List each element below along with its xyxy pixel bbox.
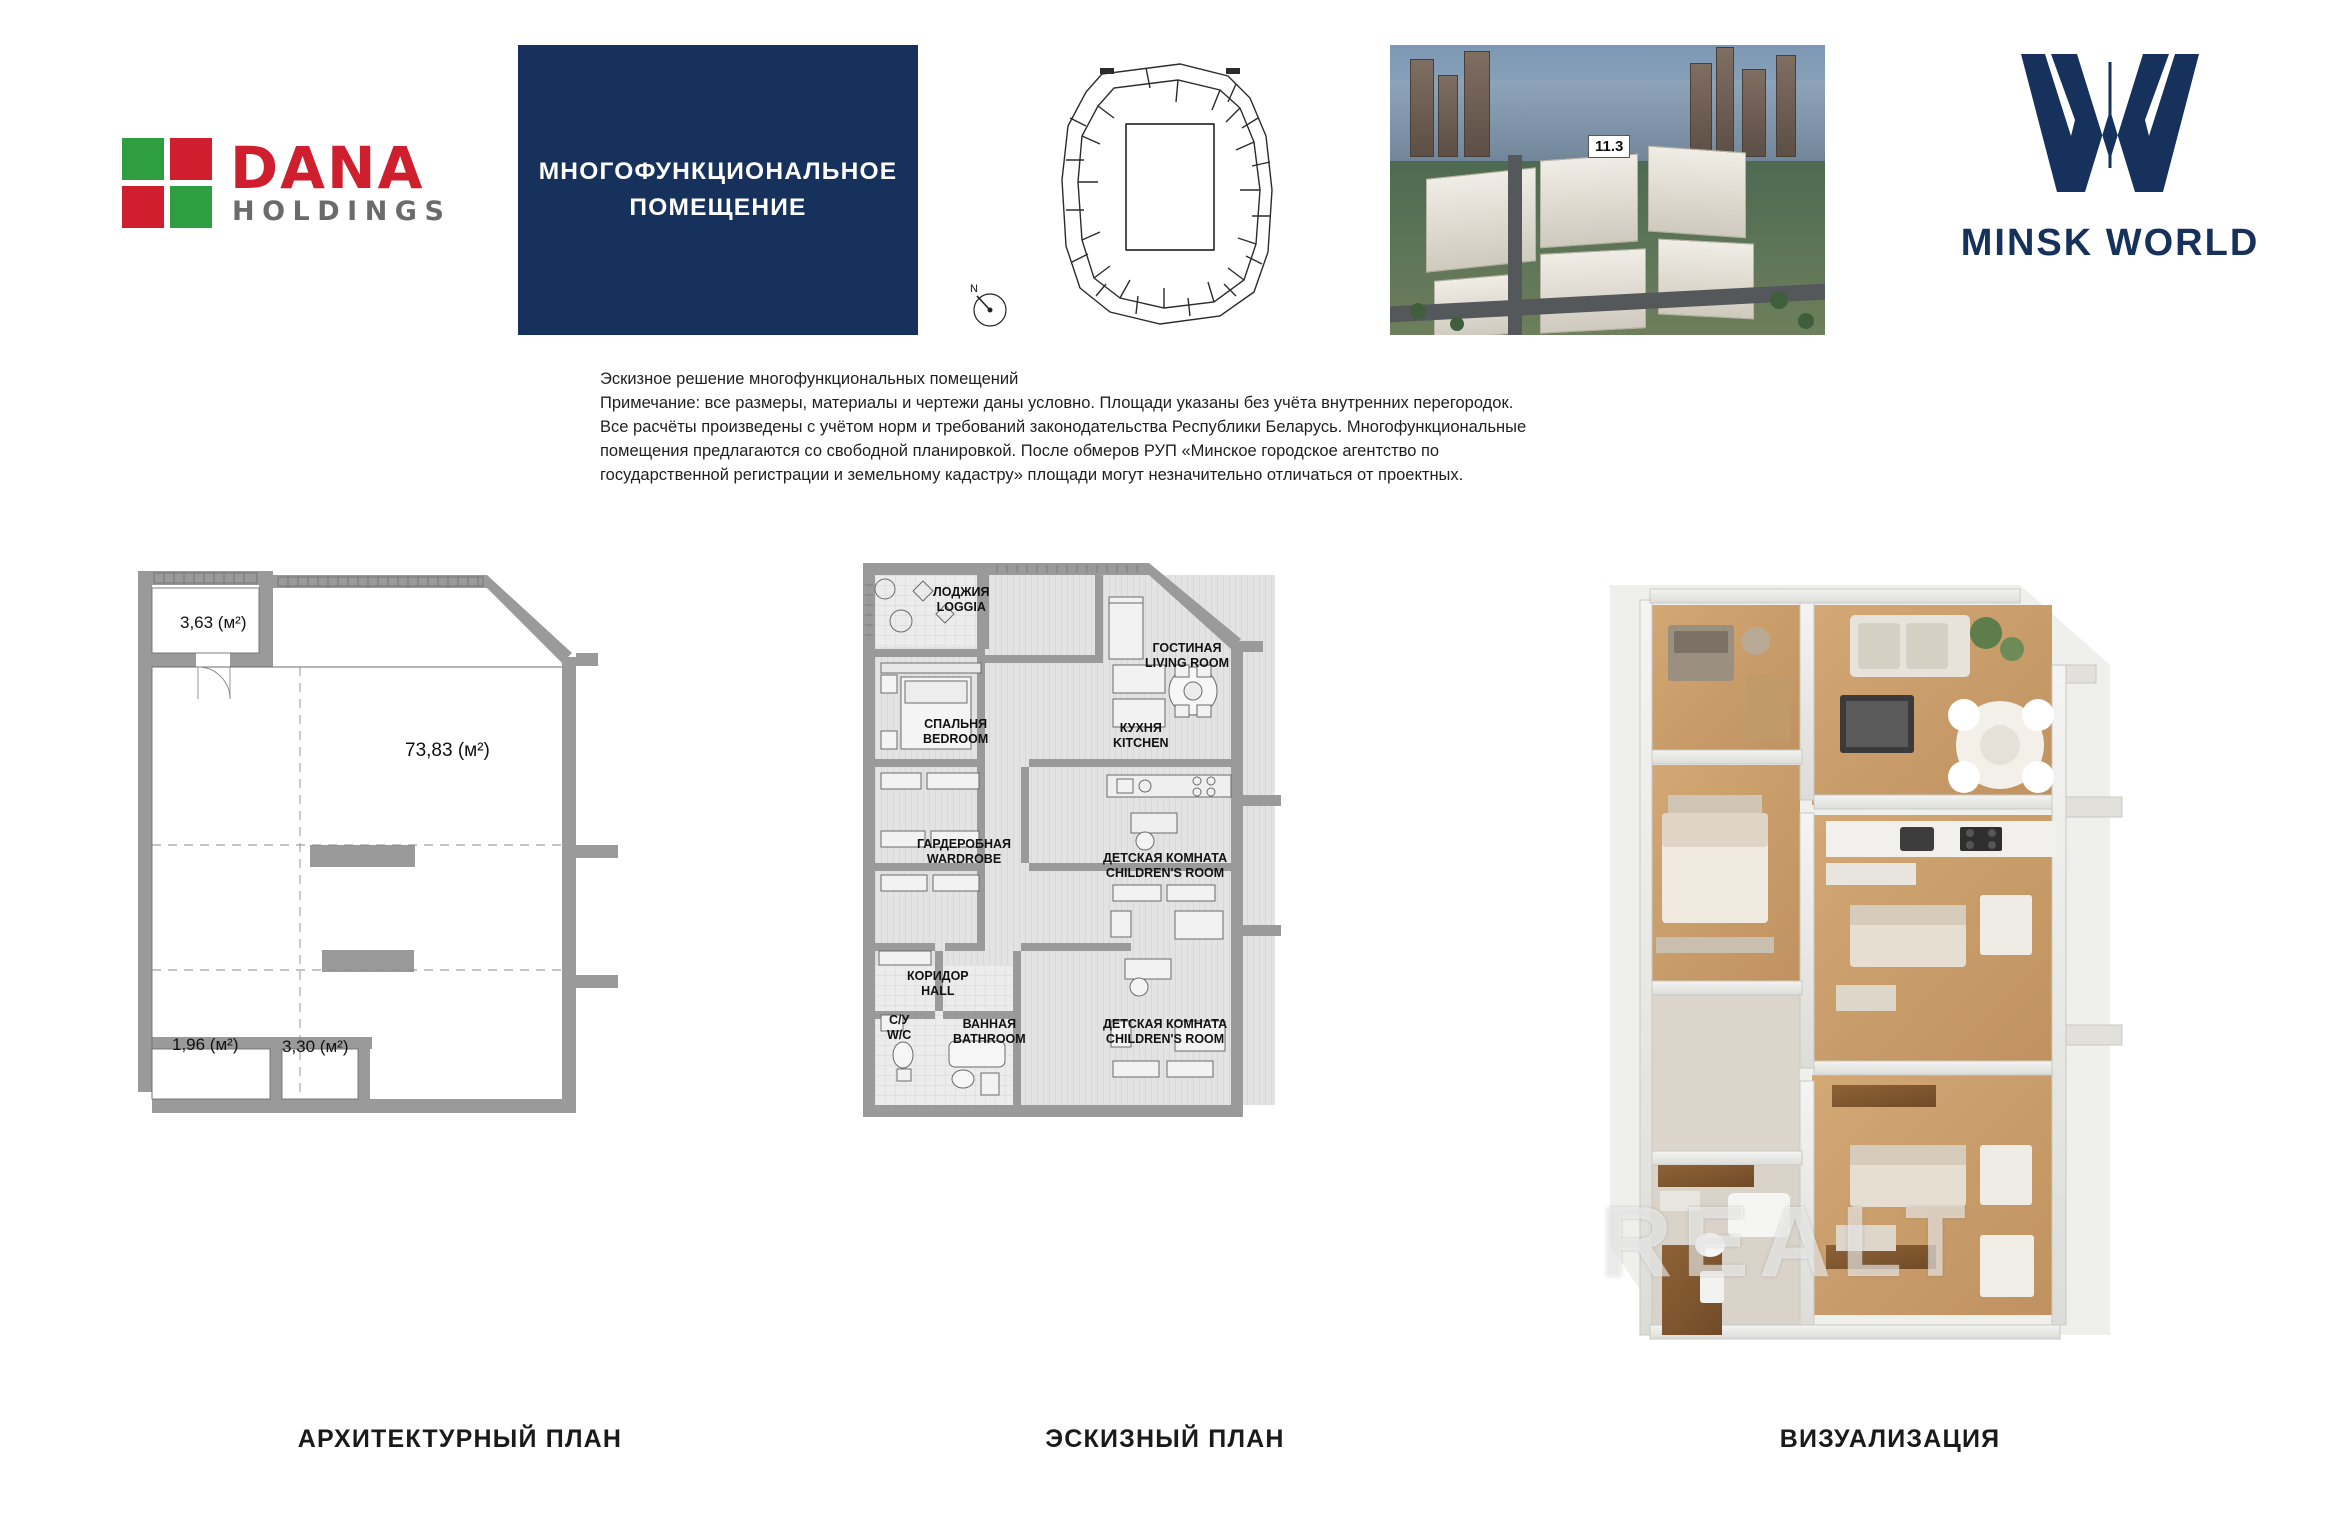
room-label-ru: КОРИДОР <box>907 969 969 983</box>
panel-caption-sketch: ЭСКИЗНЫЙ ПЛАН <box>1045 1425 1285 1453</box>
room-label-en: BATHROOM <box>953 1031 1026 1046</box>
watermark-realt: REALT <box>1600 1186 1976 1298</box>
room-label-en: HALL <box>921 983 955 998</box>
dana-wordmark: DANA <box>230 134 425 202</box>
note-line-5: государственной регистрации и земельному кадастру» площади могут незначительно отличаться от проектных. <box>600 465 1464 484</box>
visualization-panel <box>1540 545 2240 1475</box>
room-label-living-room <box>1145 641 1229 671</box>
four-squares-icon <box>122 138 214 230</box>
sketch-plan-panel <box>845 545 1485 1475</box>
room-label-hall <box>907 969 969 999</box>
architectural-floorplan-drawing <box>110 545 810 1345</box>
room-label-en: WARDROBE <box>926 851 1002 866</box>
room-label-ru: ДЕТСКАЯ КОМНАТА <box>1103 851 1228 865</box>
dana-holdings-logo <box>122 130 502 240</box>
svg-text:N: N <box>970 283 978 295</box>
note-line-4: помещения предлагаются со свободной планировкой. После обмеров РУП «Минское городское агентство по <box>600 441 1440 460</box>
3d-floorplan-render <box>1550 545 2210 1405</box>
room-label-ru: ДЕТСКАЯ КОМНАТА <box>1103 1017 1228 1031</box>
photo-badge: 11.3 <box>1588 135 1630 158</box>
dana-subtitle: HOLDINGS <box>232 196 452 227</box>
room-label-en: BEDROOM <box>923 731 989 746</box>
room-label-en: CHILDREN'S ROOM <box>1105 865 1225 880</box>
area-label: 73,83 (м²) <box>405 740 490 761</box>
note-line-1: Эскизное решение многофункциональных помещений <box>600 370 1019 388</box>
compass-north-icon <box>962 278 1020 336</box>
architectural-plan-panel <box>110 545 810 1475</box>
minsk-world-logo <box>1960 48 2260 318</box>
area-label: 3,30 (м²) <box>282 1037 349 1056</box>
header <box>0 0 2338 484</box>
room-label-wc <box>887 1013 911 1043</box>
3d-visualization-image <box>1550 545 2210 1405</box>
panel-caption-architectural: АРХИТЕКТУРНЫЙ ПЛАН <box>297 1425 623 1453</box>
room-label-en: LOGGIA <box>936 599 986 614</box>
room-label-ru: ВАННАЯ <box>962 1017 1017 1031</box>
note-line-2: Примечание: все размеры, материалы и чертежи даны условно. Площади указаны без учёта внутренних перегородок. <box>600 393 1514 412</box>
area-label: 1,96 (м²) <box>172 1035 239 1054</box>
room-label-loggia <box>933 585 990 615</box>
room-label-ru: КУХНЯ <box>1119 721 1162 735</box>
minsk-world-text: MINSK WORLD <box>1960 222 2260 264</box>
title-block <box>518 45 918 335</box>
room-label-kitchen <box>1113 721 1169 751</box>
note-line-3: Все расчёты произведены с учётом норм и требований законодательства Республики Беларусь. Многофункциональные <box>600 417 1527 436</box>
room-label-en: CHILDREN'S ROOM <box>1105 1031 1225 1046</box>
room-label-bathroom <box>953 1017 1026 1047</box>
mw-monogram-icon <box>2015 48 2205 198</box>
room-label-en: LIVING ROOM <box>1145 655 1230 670</box>
panel-caption-visualization: ВИЗУАЛИЗАЦИЯ <box>1779 1425 2001 1453</box>
keyplan-diagram <box>1040 40 1300 330</box>
room-label-ru: ГОСТИНАЯ <box>1152 641 1222 655</box>
room-label-ru: ГАРДЕРОБНАЯ <box>917 837 1012 851</box>
room-label-wardrobe <box>917 837 1011 867</box>
room-label-en: KITCHEN <box>1113 735 1169 750</box>
room-label-ru: С/У <box>889 1013 910 1027</box>
building-floorplan-keyplan-icon <box>1040 40 1300 330</box>
area-label: 3,63 (м²) <box>180 613 247 632</box>
room-label-children-room-1 <box>1103 851 1227 881</box>
room-label-children-room-2 <box>1103 1017 1227 1047</box>
notes-block <box>600 368 1800 488</box>
room-label-en: W/C <box>887 1027 912 1042</box>
title-block-text: МНОГОФУНКЦИОНАЛЬНОЕ ПОМЕЩЕНИЕ <box>538 158 898 221</box>
room-label-bedroom <box>923 717 988 747</box>
room-label-ru: СПАЛЬНЯ <box>924 717 988 731</box>
room-label-ru: ЛОДЖИЯ <box>933 585 990 599</box>
aerial-render-photo <box>1390 45 1825 335</box>
